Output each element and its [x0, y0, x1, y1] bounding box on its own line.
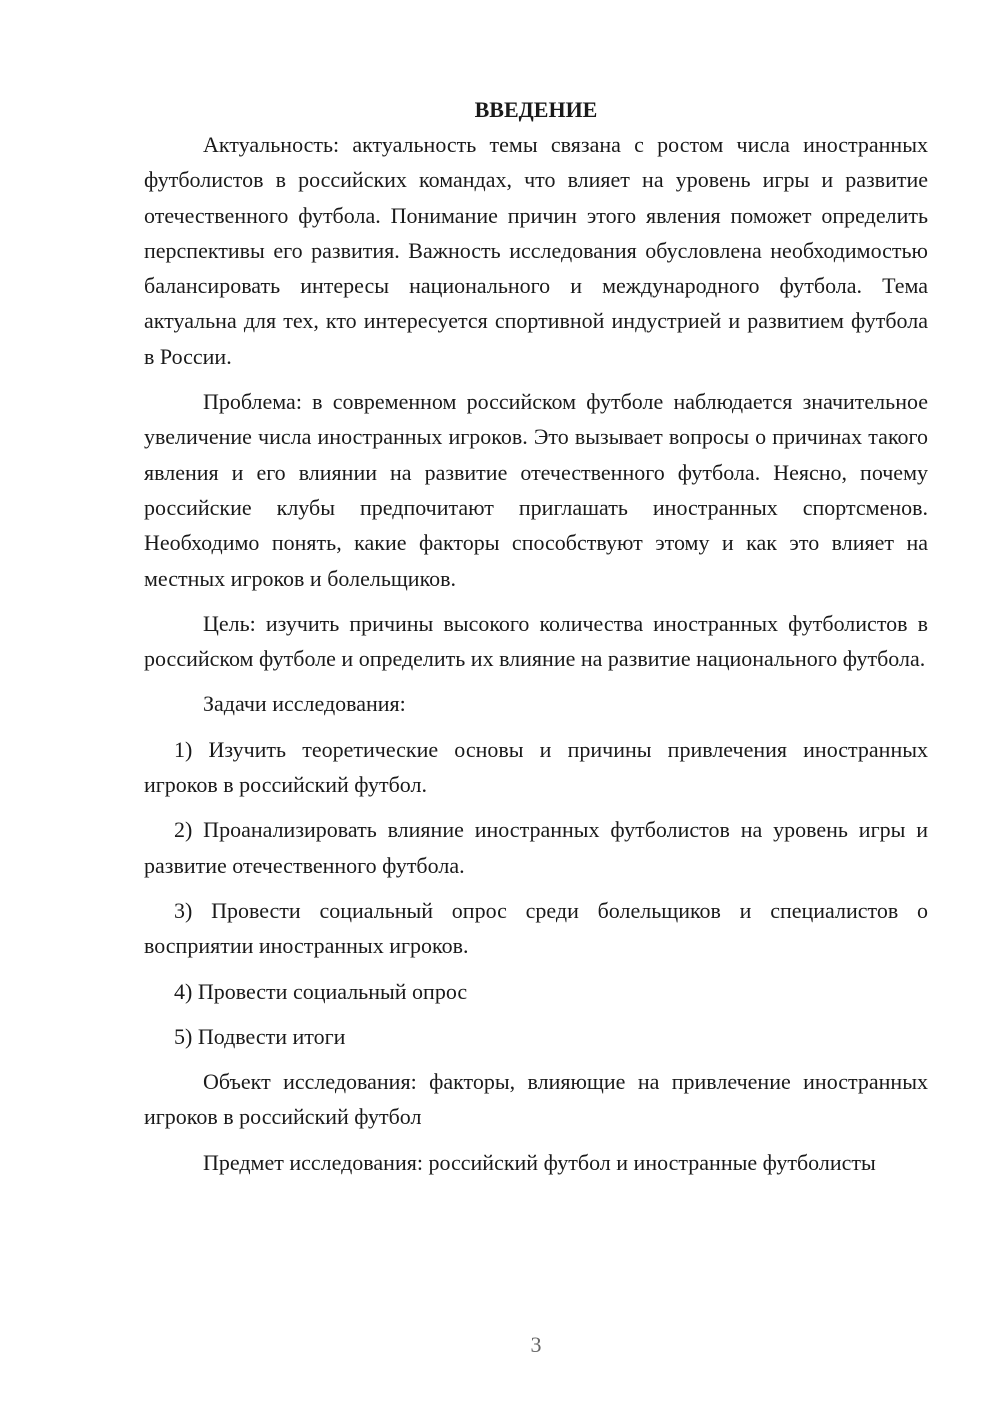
object-paragraph: Объект исследования: факторы, влияющие на привлечение иностранных игроков в российский футбол — [144, 1069, 928, 1130]
tasks-heading: Задачи исследования: — [203, 691, 406, 717]
task-item-3: 3) Провести социальный опрос среди болельщиков и специалистов о восприятии иностранных игроков. — [144, 897, 928, 959]
section-title: ВВЕДЕНИЕ — [474, 97, 598, 122]
task-item-1: 1) Изучить теоретические основы и причины привлечения иностранных игроков в российский футбол. — [144, 736, 928, 798]
document-page — [144, 92, 928, 1180]
page-number: 3 — [530, 1332, 542, 1357]
subject-paragraph: Предмет исследования: российский футбол и иностранные футболисты — [203, 1149, 876, 1175]
goal-paragraph: Цель: изучить причины высокого количества иностранных футболистов в российском футболе и определить их влияние на развитие национального футбола. — [144, 610, 928, 672]
task-item-4: 4) Провести социальный опрос — [174, 978, 468, 1004]
relevance-paragraph: Актуальность: актуальность темы связана с ростом числа иностранных футболистов в российских командах, что влияет на уровень игры и развитие отечественного футбола. Понимание причин этого явления поможет определить перспективы его развития. Важность исследования обусловлена необходимостью балансировать интересы национального и международного футбола. Тема актуальна для тех, кто интересуется спортивной индустрией и развитием футбола в России. — [144, 132, 928, 369]
task-item-2: 2) Проанализировать влияние иностранных футболистов на уровень игры и развитие отечественного футбола. — [144, 817, 928, 878]
task-item-5: 5) Подвести итоги — [174, 1023, 346, 1049]
problem-paragraph: Проблема: в современном российском футболе наблюдается значительное увеличение числа иностранных игроков. Это вызывает вопросы о причинах такого явления и его влиянии на развитие отечественного футбола. Неясно, почему российские клубы предпочитают приглашать иностранных спортсменов. Необходимо понять, какие факторы способствуют этому и как это влияет на местных игроков и болельщиков. — [144, 389, 928, 591]
